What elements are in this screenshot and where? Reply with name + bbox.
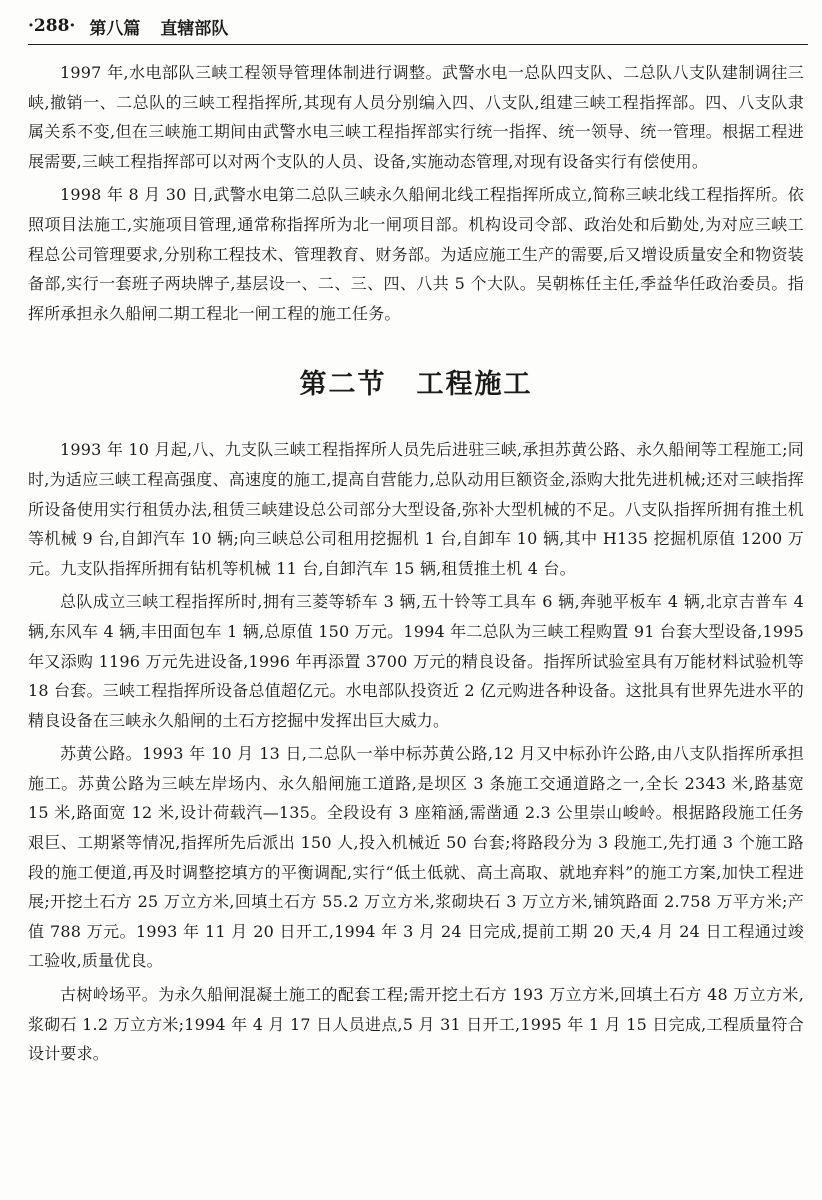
section-heading: [28, 362, 804, 401]
page-number: ·288·: [28, 16, 76, 36]
section-paragraph: 苏黄公路。1993 年 10 月 13 日,二总队一举中标苏黄公路,12 月又中标孙许公路,由八支队指挥所承担施工。苏黄公路为三峡左岸场内、永久船闸施工道路,是坝区 3 条施工交通道路之一,全长 2343 米,路基宽 15 米,路面宽 12 米,设计荷载汽—135。全段设有 3 座箱涵,需凿通 2.3 公里崇山峻岭。根据路段施工任务艰巨、工期紧等情况,指挥所先后派出 150 人,投入机械近 50 台套;将路段分为 3 段施工,先打通 3 个施工路段的施工便道,再及时调整挖填方的平衡调配,实行“低土低就、高土高取、就地弃料”的施工方案,加快工程进展;开挖土石方 25 万立方米,回填土石方 55.2 万立方米,浆砌块石 3 万立方米,铺筑路面 2.758 万平方米;产值 788 万元。1993 年 11 月 20 日开工,1994 年 3 月 24 日完成,提前工期 20 天,4 月 24 日工程通过竣工验收,质量优良。: [28, 744, 804, 971]
section-title: 工程施工: [416, 369, 533, 401]
section-paragraph: 总队成立三峡工程指挥所时,拥有三菱等轿车 3 辆,五十铃等工具车 6 辆,奔驰平板车 4 辆,北京吉普车 4 辆,东风车 4 辆,丰田面包车 1 辆,总原值 150 万元。1994 年二总队为三峡工程购置 91 台套大型设备,1995 年又添购 1196 万元先进设备,1996 年再添置 3700 万元的精良设备。指挥所试验室具有万能材料试验机等 18 台套。三峡工程指挥所设备总值超亿元。水电部队投资近 2 亿元购进各种设备。这批具有世界先进水平的精良设备在三峡永久船闸的土石方挖掘中发挥出巨大威力。: [28, 592, 804, 730]
intro-paragraph: 1997 年,水电部队三峡工程领导管理体制进行调整。武警水电一总队四支队、二总队八支队建制调往三峡,撤销一、二总队的三峡工程指挥所,其现有人员分别编入四、八支队,组建三峡工程指挥部。四、八支队隶属关系不变,但在三峡施工期间由武警水电三峡工程指挥部实行统一指挥、统一领导、统一管理。根据工程进展需要,三峡工程指挥部可以对两个支队的人员、设备,实施动态管理,对现有设备实行有偿使用。: [28, 63, 804, 171]
section-paragraph: 1993 年 10 月起,八、九支队三峡工程指挥所人员先后进驻三峡,承担苏黄公路、永久船闸等工程施工;同时,为适应三峡工程高强度、高速度的施工,提高自营能力,总队动用巨额资金,添购大批先进机械;还对三峡指挥所设备使用实行租赁办法,租赁三峡建设总公司部分大型设备,弥补大型机械的不足。八支队指挥所拥有推土机等机械 9 台,自卸汽车 10 辆;向三峡总公司租用挖掘机 1 台,自卸车 10 辆,其中 H135 挖掘机原值 1200 万元。九支队指挥所拥有钻机等机械 11 台,自卸汽车 15 辆,租赁推土机 4 台。: [28, 440, 804, 578]
chapter-title: 直辖部队: [160, 18, 229, 39]
page-body: [28, 58, 804, 1073]
section-paragraph: 古树岭场平。为永久船闸混凝土施工的配套工程;需开挖土石方 193 万立方米,回填土石方 48 万立方米,浆砌石 1.2 万立方米;1994 年 4 月 17 日人员进点,5 月 31 日开工,1995 年 1 月 15 日完成,工程质量符合设计要求。: [28, 985, 804, 1064]
part-title: 第八篇: [89, 18, 141, 39]
page-header: [28, 8, 808, 45]
section-number: 第二节: [299, 369, 387, 401]
intro-paragraph: 1998 年 8 月 30 日,武警水电第二总队三峡永久船闸北线工程指挥所成立,简称三峡北线工程指挥所。依照项目法施工,实施项目管理,通常称指挥所为北一闸项目部。机构设司令部、政治处和后勤处,为对应三峡工程总公司管理要求,分别称工程技术、管理教育、财务部。为适应施工生产的需要,后又增设质量安全和物资装备部,实行一套班子两块牌子,基层设一、二、三、四、八共 5 个大队。吴朝栋任主任,季益华任政治委员。指挥所承担永久船闸二期工程北一闸工程的施工任务。: [28, 185, 804, 323]
